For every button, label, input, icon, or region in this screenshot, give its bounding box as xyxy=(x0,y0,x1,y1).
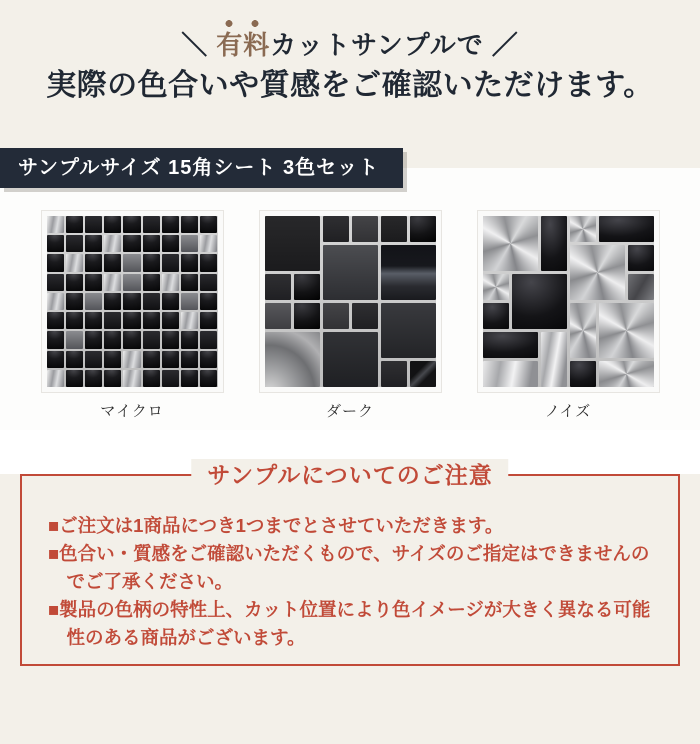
mosaic-tile xyxy=(143,312,160,329)
mosaic-tile xyxy=(162,235,179,252)
mosaic-tile xyxy=(85,293,102,310)
slash-close-decor: ／ xyxy=(491,30,519,60)
notice-item: ■色合い・質感をご確認いただくもので、サイズのご指定はできませんのでご了承ください。 xyxy=(48,543,650,592)
mosaic-tile xyxy=(294,274,320,300)
mosaic-tile xyxy=(628,274,654,300)
mosaic-tile xyxy=(123,312,140,329)
mosaic-tile xyxy=(47,293,64,310)
slash-open-decor: ＼ xyxy=(181,30,209,60)
mosaic-tile xyxy=(352,216,378,242)
sample-label: マイクロ xyxy=(100,403,164,420)
mosaic-tile xyxy=(85,235,102,252)
mosaic-tile xyxy=(66,274,83,291)
mosaic-tile xyxy=(104,312,121,329)
mosaic-tile xyxy=(294,303,320,329)
hero-catchphrase xyxy=(0,26,700,64)
notice-item: ■製品の色柄の特性上、カット位置により色イメージが大きく異なる可能性のある商品がございます。 xyxy=(48,599,651,648)
sample-size-badge-label: サンプルサイズ 15角シート 3色セット xyxy=(18,157,380,179)
mosaic-tile xyxy=(181,312,198,329)
mosaic-tile xyxy=(47,254,64,271)
mosaic-tile xyxy=(66,331,83,348)
mosaic-tile xyxy=(541,216,567,271)
mosaic-tile xyxy=(85,216,102,233)
samples-row xyxy=(0,210,700,421)
mosaic-tile xyxy=(570,216,596,242)
mosaic-tile xyxy=(123,254,140,271)
mosaic-tile xyxy=(162,293,179,310)
mosaic-tile xyxy=(599,303,654,358)
mosaic-tile xyxy=(381,245,436,300)
mosaic-tile xyxy=(162,351,179,368)
mosaic-tile xyxy=(381,216,407,242)
mosaic-tile xyxy=(104,331,121,348)
mosaic-tile xyxy=(181,370,198,387)
mosaic-tile xyxy=(541,332,567,387)
mosaic-tile xyxy=(143,351,160,368)
sample-photo-1 xyxy=(41,210,224,393)
mosaic-tile xyxy=(200,351,217,368)
mosaic-tile xyxy=(85,370,102,387)
mosaic-tile xyxy=(483,274,509,300)
mosaic-tile xyxy=(200,216,217,233)
mosaic-tile xyxy=(104,254,121,271)
mosaic-tile xyxy=(47,274,64,291)
mosaic-tile xyxy=(66,370,83,387)
mosaic-tile xyxy=(66,293,83,310)
mosaic-tile xyxy=(181,331,198,348)
mosaic-tile xyxy=(410,216,436,242)
mosaic-tile xyxy=(265,303,291,329)
mosaic-tile xyxy=(483,361,538,387)
mosaic-tile xyxy=(599,216,654,242)
mosaic-tile xyxy=(143,254,160,271)
mosaic-tile xyxy=(162,312,179,329)
mosaic-tile xyxy=(181,274,198,291)
mosaic-tile xyxy=(162,274,179,291)
mosaic-tile xyxy=(323,303,349,329)
mosaic-tile xyxy=(123,235,140,252)
mosaic-tile xyxy=(381,361,407,387)
sample-photo-2 xyxy=(259,210,442,393)
mosaic-tile xyxy=(85,312,102,329)
mosaic-tile xyxy=(66,351,83,368)
mosaic-pattern xyxy=(265,216,436,387)
hero-catchphrase-rest: カットサンプルで xyxy=(270,30,484,60)
mosaic-tile xyxy=(143,216,160,233)
mosaic-tile xyxy=(162,370,179,387)
mosaic-tile xyxy=(599,361,654,387)
notice-list xyxy=(22,476,678,652)
mosaic-tile xyxy=(123,331,140,348)
mosaic-tile xyxy=(47,331,64,348)
notice-item: ■ご注文は1商品につき1つまでとさせていただきます。 xyxy=(48,515,504,536)
mosaic-tile xyxy=(265,332,320,387)
mosaic-tile xyxy=(200,331,217,348)
samples-section xyxy=(0,168,700,430)
mosaic-tile xyxy=(200,274,217,291)
mosaic-pattern xyxy=(483,216,654,387)
mosaic-tile xyxy=(47,216,64,233)
mosaic-tile xyxy=(66,312,83,329)
mosaic-tile xyxy=(143,370,160,387)
mosaic-tile xyxy=(323,245,378,300)
mosaic-tile xyxy=(352,303,378,329)
mosaic-tile xyxy=(570,361,596,387)
mosaic-tile xyxy=(483,216,538,271)
mosaic-tile xyxy=(323,216,349,242)
hero-headline: 実際の色合いや質感をご確認いただけます。 xyxy=(46,69,654,102)
mosaic-tile xyxy=(104,274,121,291)
mosaic-tile xyxy=(104,370,121,387)
mosaic-tile xyxy=(104,293,121,310)
mosaic-tile xyxy=(104,216,121,233)
paid-emphasis-text: 有料 xyxy=(216,26,270,64)
mosaic-tile xyxy=(181,235,198,252)
mosaic-tile xyxy=(66,235,83,252)
mosaic-tile xyxy=(143,293,160,310)
hero-section xyxy=(0,0,700,168)
mosaic-tile xyxy=(143,331,160,348)
mosaic-tile xyxy=(162,216,179,233)
sample-photo-3 xyxy=(477,210,660,393)
mosaic-tile xyxy=(181,254,198,271)
notice-section xyxy=(0,462,700,744)
mosaic-tile xyxy=(512,274,567,329)
mosaic-tile xyxy=(47,235,64,252)
notice-box xyxy=(20,462,680,666)
mosaic-tile xyxy=(162,254,179,271)
mosaic-tile xyxy=(123,351,140,368)
mosaic-tile xyxy=(181,216,198,233)
mosaic-tile xyxy=(66,254,83,271)
sample-card-2 xyxy=(259,210,442,421)
mosaic-tile xyxy=(85,331,102,348)
mosaic-tile xyxy=(143,274,160,291)
mosaic-pattern xyxy=(47,216,218,387)
notice-title: サンプルについてのご注意 xyxy=(191,459,508,491)
mosaic-tile xyxy=(265,274,291,300)
mosaic-tile xyxy=(200,254,217,271)
mosaic-tile xyxy=(104,351,121,368)
mosaic-tile xyxy=(85,351,102,368)
mosaic-tile xyxy=(200,370,217,387)
mosaic-tile xyxy=(410,361,436,387)
mosaic-tile xyxy=(483,303,509,329)
mosaic-tile xyxy=(181,293,198,310)
mosaic-tile xyxy=(200,312,217,329)
mosaic-tile xyxy=(123,274,140,291)
mosaic-tile xyxy=(47,351,64,368)
mosaic-tile xyxy=(143,235,160,252)
mosaic-tile xyxy=(104,235,121,252)
mosaic-tile xyxy=(123,370,140,387)
sample-size-badge xyxy=(0,148,403,188)
mosaic-tile xyxy=(162,331,179,348)
mosaic-tile xyxy=(85,254,102,271)
sample-label: ノイズ xyxy=(544,403,592,420)
mosaic-tile xyxy=(570,245,625,300)
mosaic-tile xyxy=(47,370,64,387)
mosaic-tile xyxy=(200,235,217,252)
mosaic-tile xyxy=(265,216,320,271)
sample-card-1 xyxy=(41,210,224,421)
mosaic-tile xyxy=(123,216,140,233)
mosaic-tile xyxy=(381,303,436,358)
sample-label: ダーク xyxy=(325,403,374,420)
mosaic-tile xyxy=(123,293,140,310)
mosaic-tile xyxy=(628,245,654,271)
mosaic-tile xyxy=(47,312,64,329)
mosaic-tile xyxy=(200,293,217,310)
mosaic-tile xyxy=(483,332,538,358)
mosaic-tile xyxy=(85,274,102,291)
mosaic-tile xyxy=(570,303,596,358)
mosaic-tile xyxy=(181,351,198,368)
mosaic-tile xyxy=(323,332,378,387)
sample-card-3 xyxy=(477,210,660,421)
mosaic-tile xyxy=(66,216,83,233)
